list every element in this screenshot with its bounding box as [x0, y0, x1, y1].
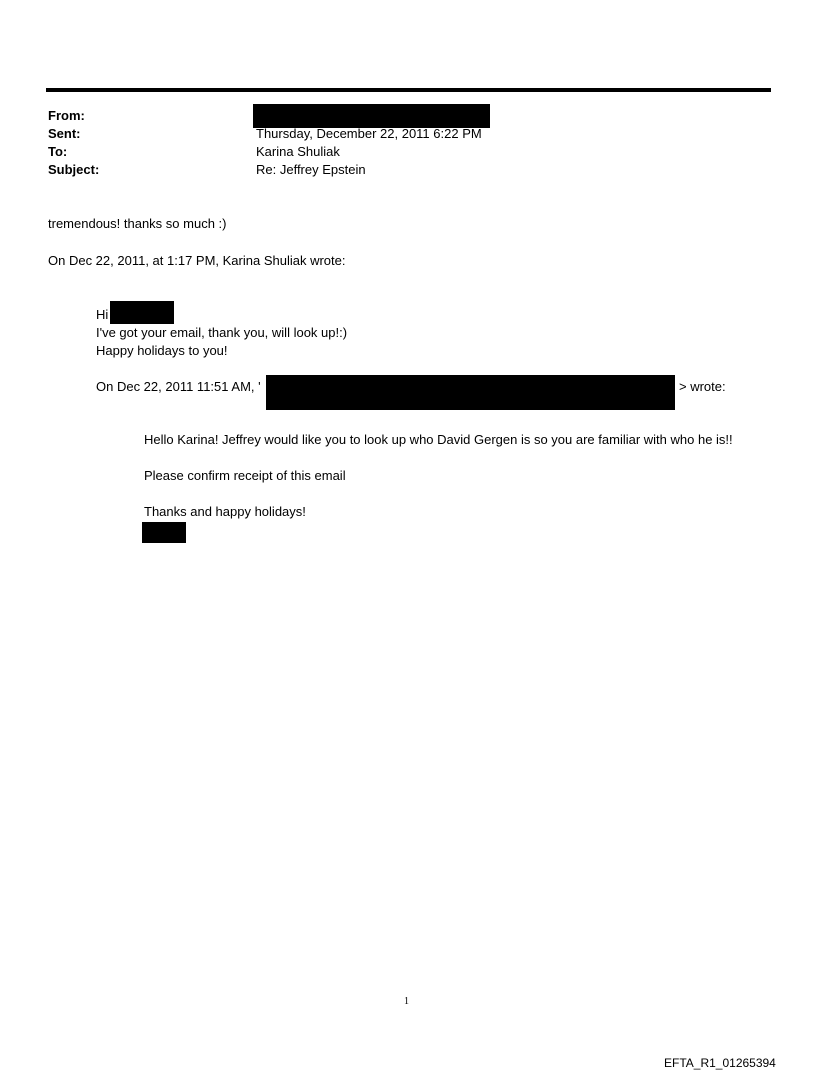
quote2-line3: Thanks and happy holidays!	[144, 504, 306, 519]
sender-email-redaction	[266, 375, 675, 410]
quote1-greeting: Hi	[96, 307, 109, 322]
quote2-attribution-suffix: > wrote:	[679, 379, 726, 394]
sent-label: Sent:	[48, 126, 81, 141]
quote2-line2: Please confirm receipt of this email	[144, 468, 346, 483]
from-label: From:	[48, 108, 85, 123]
to-value: Karina Shuliak	[256, 144, 340, 159]
subject-value: Re: Jeffrey Epstein	[256, 162, 366, 177]
reply-text: tremendous! thanks so much :)	[48, 216, 227, 231]
quote2-attribution-prefix: On Dec 22, 2011 11:51 AM, '	[96, 379, 261, 394]
quote1-attribution: On Dec 22, 2011, at 1:17 PM, Karina Shuliak wrote:	[48, 253, 346, 268]
greeting-name-redaction	[110, 301, 174, 324]
quote2-line1: Hello Karina! Jeffrey would like you to look up who David Gergen is so you are familiar with who he is!!	[144, 432, 733, 447]
signature-redaction	[142, 522, 186, 543]
subject-label: Subject:	[48, 162, 100, 177]
sent-value: Thursday, December 22, 2011 6:22 PM	[256, 126, 482, 141]
quote1-line1: I've got your email, thank you, will look up!:)	[96, 325, 348, 340]
bates-number: EFTA_R1_01265394	[664, 1056, 776, 1070]
header-rule	[46, 88, 771, 92]
quote1-line2: Happy holidays to you!	[96, 343, 228, 358]
page-number: 1	[404, 996, 409, 1007]
to-label: To:	[48, 144, 68, 159]
